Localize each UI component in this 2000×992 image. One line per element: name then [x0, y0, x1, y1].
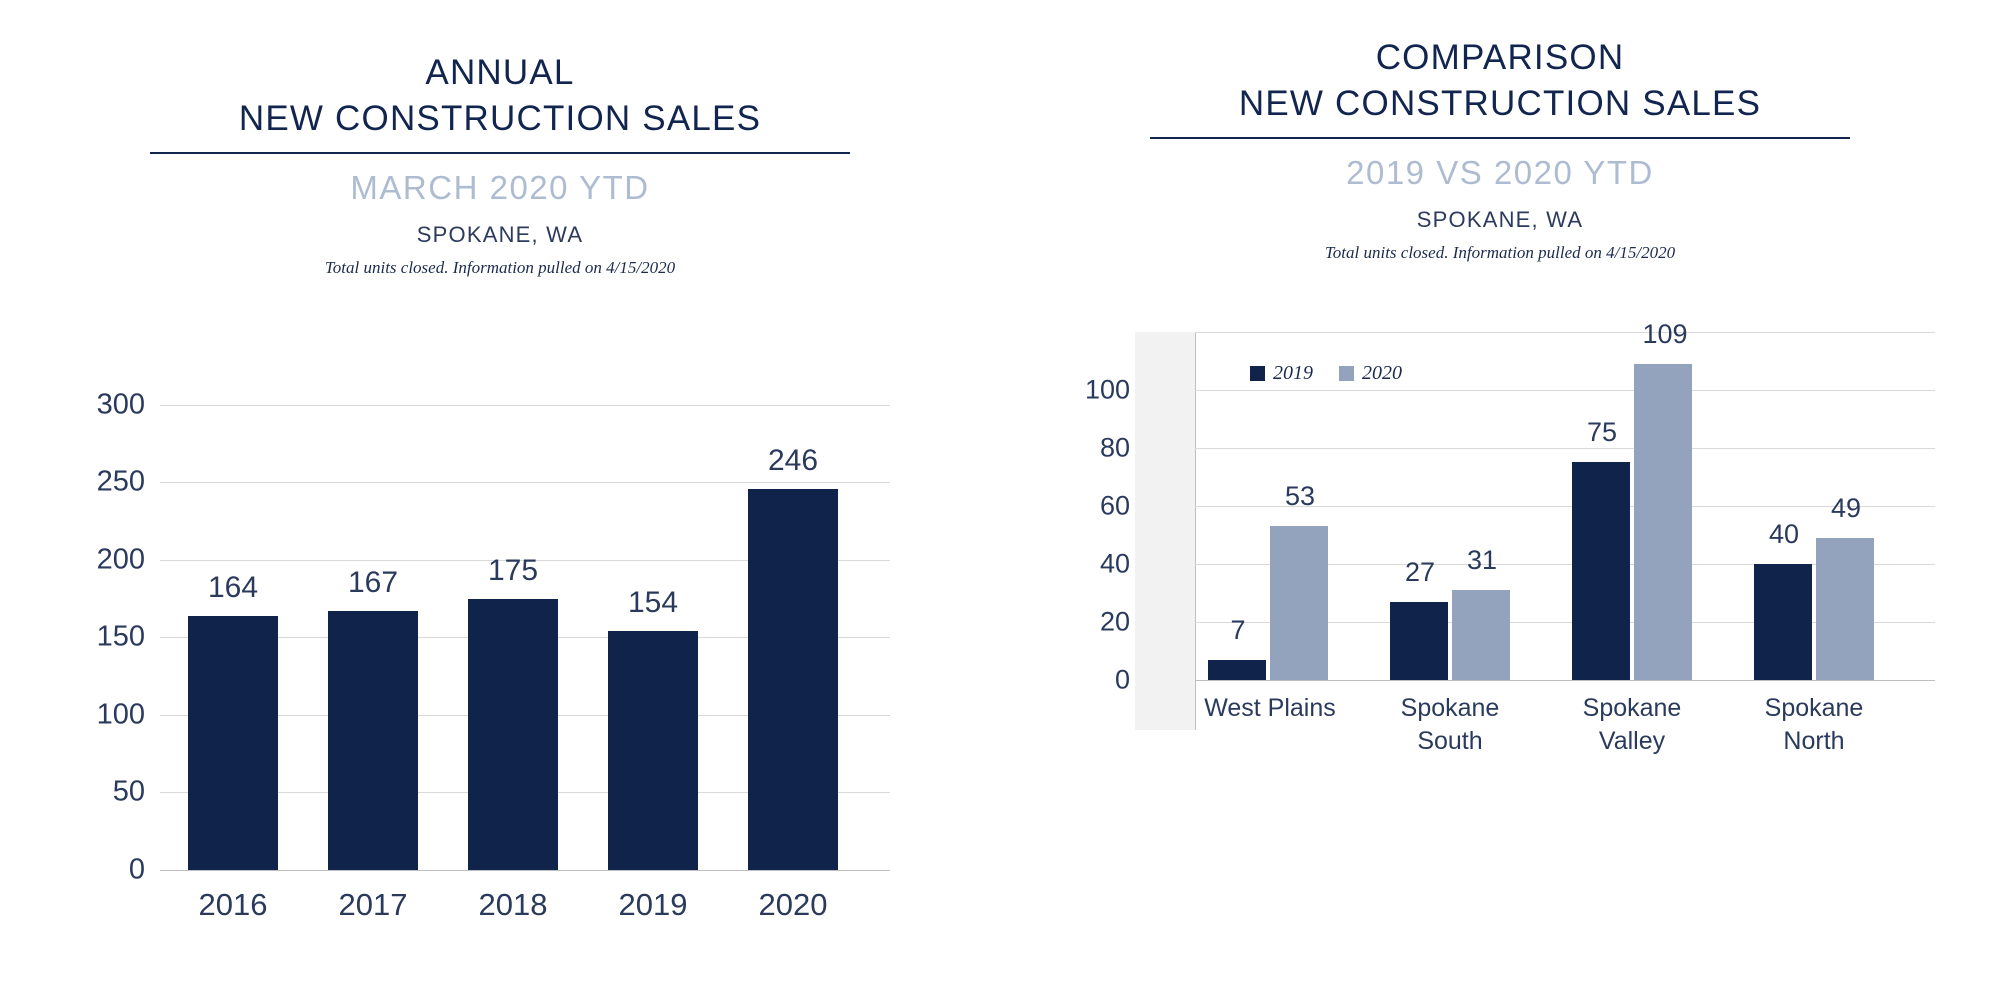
right-bar-label-2020-spokane-valley: 109 [1642, 319, 1688, 349]
left-ytick-250: 250 [96, 465, 145, 498]
right-cat-label-spokane-south-line2: South [1417, 727, 1483, 755]
left-bar-label-2019: 154 [627, 586, 679, 619]
right-bar-label-2020-spokane-south: 31 [1466, 545, 1498, 575]
left-note: Total units closed. Information pulled on 4/15/2020 [324, 258, 676, 277]
gridline-250 [160, 482, 890, 483]
right-subtitle: 2019 VS 2020 YTD [1346, 154, 1654, 191]
legend-item-2019[interactable] [1250, 362, 1313, 385]
right-ytick-60: 60 [1099, 490, 1130, 521]
gridline-100 [1195, 390, 1935, 391]
right-cat-label-spokane-valley-line2: Valley [1598, 727, 1666, 755]
left-ytick-300: 300 [96, 388, 145, 421]
right-bar-2019-spokane-north[interactable] [1754, 564, 1812, 680]
right-ytick-0: 0 [1114, 664, 1130, 695]
right-ytick-100: 100 [1084, 374, 1130, 405]
legend-label-2019: 2019 [1273, 362, 1313, 384]
right-cat-label-spokane-valley-line1: Spokane [1582, 694, 1682, 722]
right-cat-label-spokane-north-line2: North [1783, 727, 1845, 755]
left-subtitle: MARCH 2020 YTD [350, 169, 650, 206]
right-title-line-2: NEW CONSTRUCTION SALES [1238, 84, 1762, 123]
left-chart [60, 375, 940, 935]
left-title-line-2: NEW CONSTRUCTION SALES [238, 99, 762, 138]
right-chart-frame [1135, 332, 1195, 730]
left-cat-label-2016: 2016 [198, 887, 268, 922]
right-ytick-80: 80 [1099, 432, 1130, 463]
left-bar-label-2016: 164 [207, 571, 259, 604]
left-cat-label-2017: 2017 [338, 887, 408, 922]
left-x-axis [160, 870, 890, 871]
left-ytick-100: 100 [96, 698, 145, 731]
right-cat-label-spokane-south-line1: Spokane [1400, 694, 1500, 722]
right-ytick-40: 40 [1099, 548, 1130, 579]
left-bar-2018[interactable] [468, 599, 558, 870]
right-bar-2020-spokane-valley[interactable] [1634, 364, 1692, 680]
right-chart [1030, 320, 1990, 940]
left-bar-label-2020: 246 [767, 444, 819, 477]
left-ytick-150: 150 [96, 620, 145, 653]
right-cat-label-west-plains: West Plains [1204, 694, 1336, 722]
right-note: Total units closed. Information pulled on 4/15/2020 [1324, 243, 1676, 262]
right-ytick-20: 20 [1099, 606, 1130, 637]
legend-item-2020[interactable] [1339, 362, 1402, 385]
right-header [1000, 0, 2000, 263]
left-cat-label-2019: 2019 [618, 887, 688, 922]
left-title-line-1: ANNUAL [425, 53, 575, 92]
right-plot-area [1030, 320, 1990, 940]
left-bar-2020[interactable] [748, 489, 838, 870]
right-city-label: SPOKANE, WA [1416, 207, 1584, 232]
left-bar-2017[interactable] [328, 611, 418, 870]
left-bar-2016[interactable] [188, 616, 278, 870]
left-ytick-200: 200 [96, 543, 145, 576]
gridline-120 [1195, 332, 1935, 333]
right-chart-legend [1250, 362, 1402, 385]
legend-swatch-2020-icon [1339, 366, 1354, 381]
left-ytick-50: 50 [112, 775, 145, 808]
right-title-line-1: COMPARISON [1375, 38, 1625, 77]
left-ytick-0: 0 [128, 853, 145, 886]
right-bar-2019-west-plains[interactable] [1208, 660, 1266, 680]
left-cat-label-2020: 2020 [758, 887, 828, 922]
right-bar-2020-spokane-north[interactable] [1816, 538, 1874, 680]
gridline-80 [1195, 448, 1935, 449]
left-title-divider [150, 152, 850, 154]
right-cat-label-spokane-north-line1: Spokane [1764, 694, 1864, 722]
right-bar-label-2019-west-plains: 7 [1230, 615, 1246, 645]
right-x-axis [1195, 680, 1935, 681]
right-chart-panel [1000, 0, 2000, 992]
left-bar-label-2017: 167 [347, 566, 399, 599]
right-y-axis [1195, 332, 1196, 730]
right-bar-2019-spokane-south[interactable] [1390, 602, 1448, 680]
right-bar-2020-west-plains[interactable] [1270, 526, 1328, 680]
right-bar-label-2019-spokane-north: 40 [1768, 519, 1800, 549]
left-bar-2019[interactable] [608, 631, 698, 870]
right-bar-2019-spokane-valley[interactable] [1572, 462, 1630, 680]
left-bar-label-2018: 175 [487, 554, 539, 587]
legend-swatch-2019-icon [1250, 366, 1265, 381]
right-bar-2020-spokane-south[interactable] [1452, 590, 1510, 680]
right-bar-label-2020-west-plains: 53 [1284, 481, 1316, 511]
right-bar-label-2019-spokane-valley: 75 [1586, 417, 1618, 447]
legend-label-2020: 2020 [1362, 362, 1402, 384]
gridline-300 [160, 405, 890, 406]
left-plot-area [60, 375, 940, 935]
right-bar-label-2019-spokane-south: 27 [1404, 557, 1436, 587]
right-bar-label-2020-spokane-north: 49 [1830, 493, 1862, 523]
left-cat-label-2018: 2018 [478, 887, 548, 922]
left-header [0, 0, 1000, 278]
left-city-label: SPOKANE, WA [416, 222, 584, 247]
right-title-divider [1150, 137, 1850, 139]
